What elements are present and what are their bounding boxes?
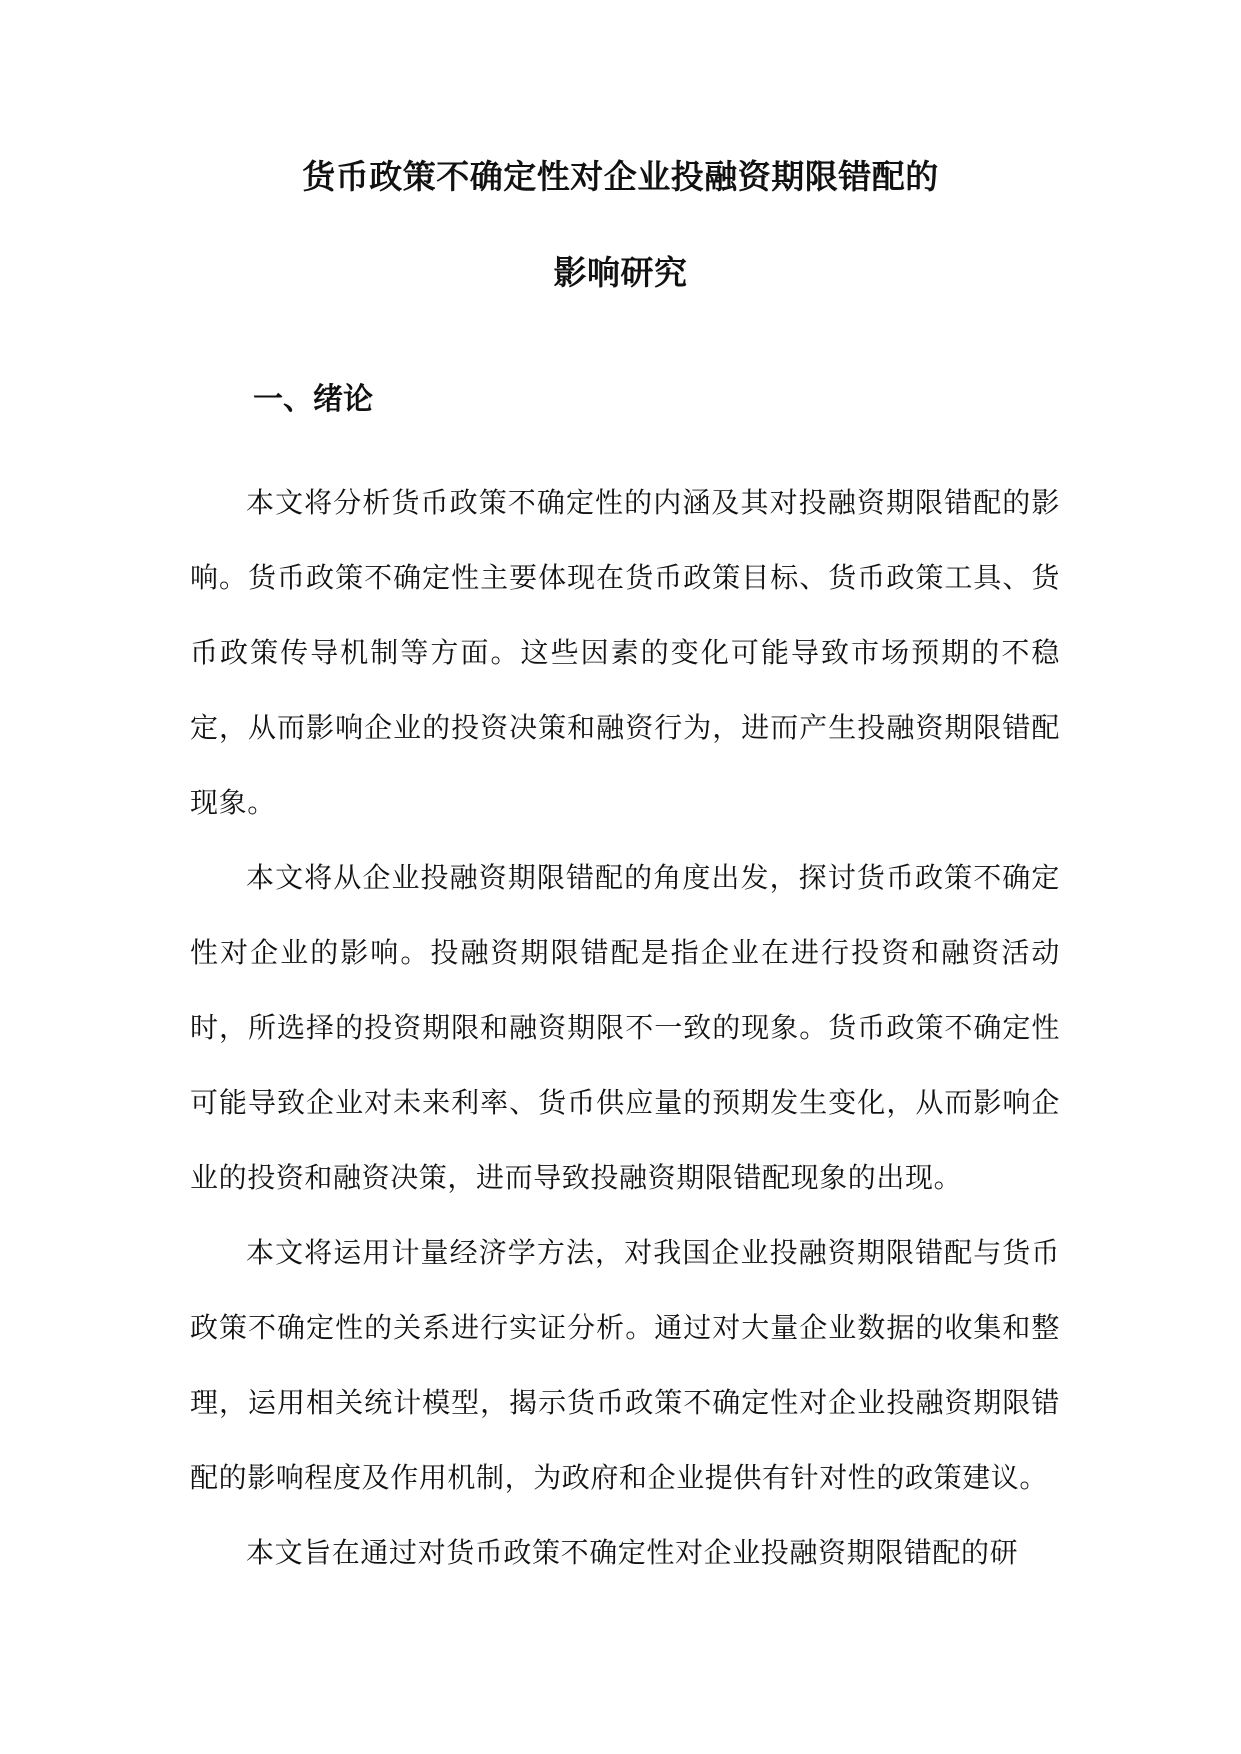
section-heading-introduction: 一、绪论	[253, 382, 373, 417]
paragraph-4: 本文旨在通过对货币政策不确定性对企业投融资期限错配的研	[246, 1536, 1019, 1569]
paragraph-3: 本文将运用计量经济学方法，对我国企业投融资期限错配与货币政策不确定性的关系进行实证分析。通过对大量企业数据的收集和整理，运用相关统计模型，揭示货币政策不确定性对企业投融资期限错配的影响程度及作用机制，为政府和企业提供有针对性的政策建议。	[190, 1236, 1060, 1494]
body-text	[190, 465, 1060, 1590]
document-title-line-2: 影响研究	[553, 253, 688, 292]
document-title-line-1: 货币政策不确定性对企业投融资期限错配的	[302, 157, 939, 196]
paragraph-2: 本文将从企业投融资期限错配的角度出发，探讨货币政策不确定性对企业的影响。投融资期限错配是指企业在进行投资和融资活动时，所选择的投资期限和融资期限不一致的现象。货币政策不确定性可能导致企业对未来利率、货币供应量的预期发生变化，从而影响企业的投资和融资决策，进而导致投融资期限错配现象的出现。	[190, 861, 1060, 1194]
paragraph-1: 本文将分析货币政策不确定性的内涵及其对投融资期限错配的影响。货币政策不确定性主要体现在货币政策目标、货币政策工具、货币政策传导机制等方面。这些因素的变化可能导致市场预期的不稳定，从而影响企业的投资决策和融资行为，进而产生投融资期限错配现象。	[190, 486, 1060, 819]
